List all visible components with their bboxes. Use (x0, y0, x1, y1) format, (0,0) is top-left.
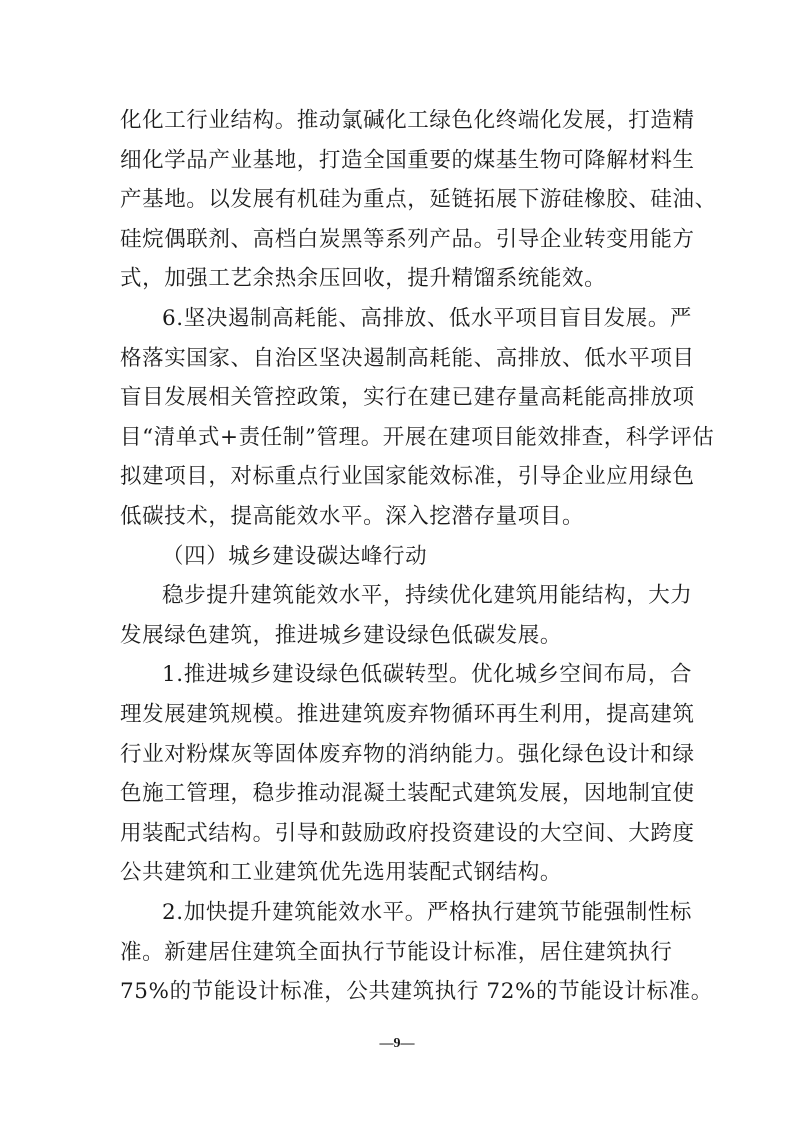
text-line: 式，加强工艺余热余压回收，提升精馏系统能效。 (120, 266, 607, 292)
text-line: 理发展建筑规模。推进建筑废弃物循环再生利用，提高建筑 (120, 702, 695, 727)
text-line: 格落实国家、自治区坚决遏制高耗能、高排放、低水平项目 (120, 345, 695, 371)
text-line: 盲目发展相关管控政策，实行在建已建存量高耗能高排放项 (120, 385, 695, 411)
text-line: 硅烷偶联剂、高档白炭黑等系列产品。引导企业转变用能方 (120, 226, 695, 252)
paragraph-heading-line: 6.坚决遏制高耗能、高排放、低水平项目盲目发展。严 (162, 306, 693, 331)
text-line: 细化学品产业基地，打造全国重要的煤基生物可降解材料生 (120, 147, 695, 173)
paragraph-heading-line: 2.加快提升建筑能效水平。严格执行建筑节能强制性标 (162, 900, 693, 925)
paragraph-heading-line: 1.推进城乡建设绿色低碳转型。优化城乡空间布局，合 (162, 662, 693, 688)
text-line: 行业对粉煤灰等固体废弃物的消纳能力。强化绿色设计和绿 (120, 741, 695, 767)
text-line: 公共建筑和工业建筑优先选用装配式钢结构。 (120, 860, 563, 886)
page-number: —9— (379, 1036, 415, 1051)
section-heading: （四）城乡建设碳达峰行动 (162, 543, 428, 569)
text-line: 准。新建居住建筑全面执行节能设计标准，居住建筑执行 (120, 939, 673, 965)
text-line: 75%的节能设计标准，公共建筑执行 72%的节能设计标准。 (120, 979, 713, 1005)
text-line: 低碳技术，提高能效水平。深入挖潜存量项目。 (120, 504, 585, 529)
text-line: 发展绿色建筑，推进城乡建设绿色低碳发展。 (120, 622, 563, 648)
text-line: 用装配式结构。引导和鼓励政府投资建设的大空间、大跨度 (120, 820, 695, 846)
text-line: 色施工管理，稳步推动混凝土装配式建筑发展，因地制宜使 (120, 781, 695, 807)
text-line: 产基地。以发展有机硅为重点，延链拓展下游硅橡胶、硅油、 (120, 187, 717, 213)
text-line: 化化工行业结构。推动氯碱化工绿色化终端化发展，打造精 (120, 108, 695, 133)
text-line: 稳步提升建筑能效水平，持续优化建筑用能结构，大力 (162, 583, 693, 609)
text-line: 拟建项目，对标重点行业国家能效标准，引导企业应用绿色 (120, 464, 695, 490)
text-line: 目“清单式+责任制”管理。开展在建项目能效排查，科学评估 (120, 424, 715, 450)
